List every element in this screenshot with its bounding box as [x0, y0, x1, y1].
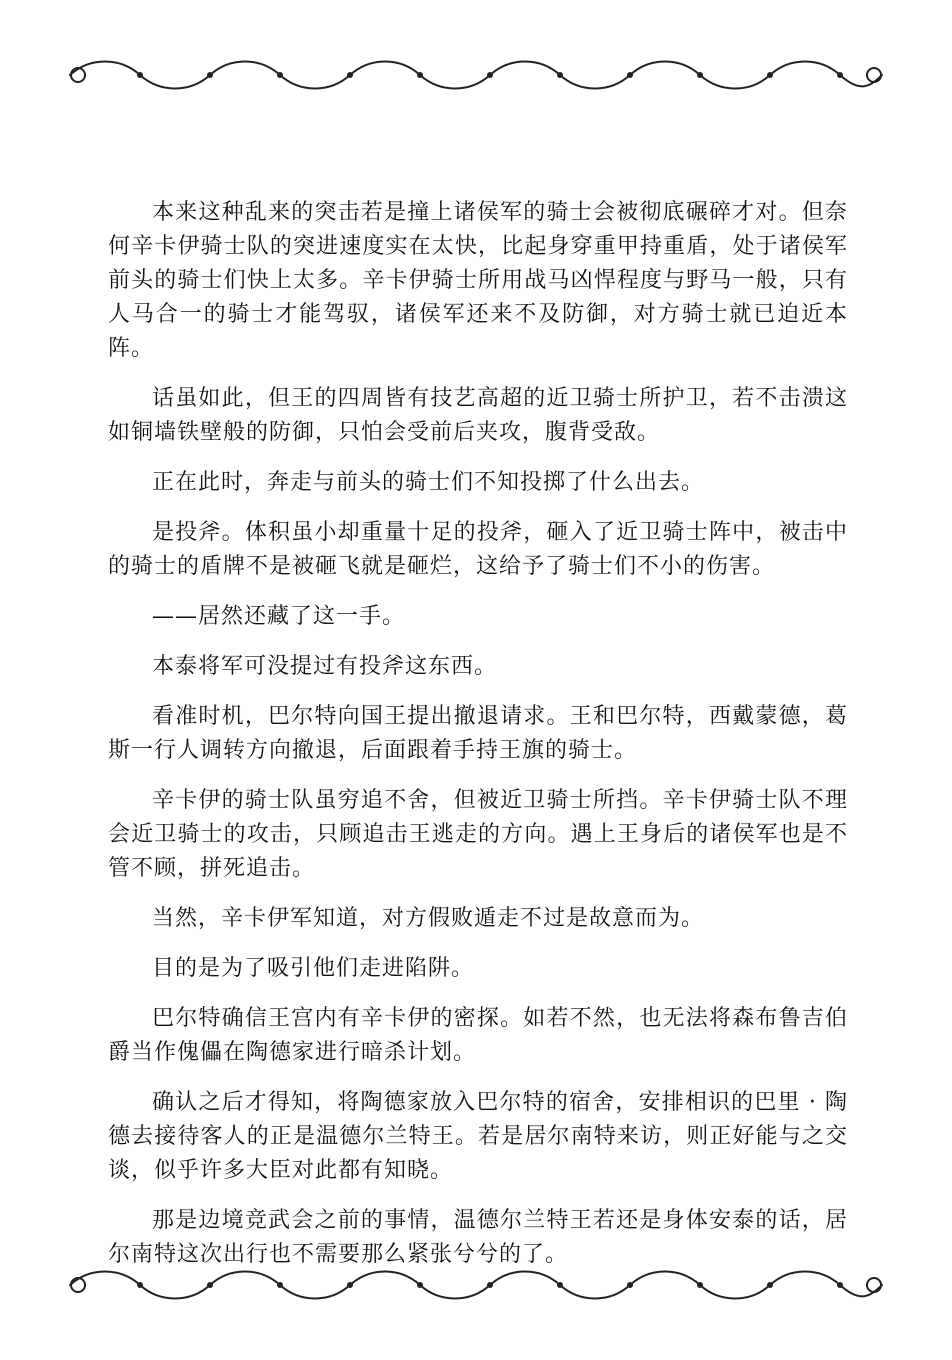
paragraph: ——居然还藏了这一手。	[152, 604, 406, 629]
paragraph: 看准时机，巴尔特向国王提出撤退请求。王和巴尔特，西戴蒙德，葛斯一行人调转方向撤退，后面跟着手持王旗的骑士。	[108, 704, 848, 763]
paragraph: 那是边境竞武会之前的事情，温德尔兰特王若还是身体安泰的话，居尔南特这次出行也不需要那么紧张兮兮的了。	[108, 1208, 848, 1267]
paragraph: 巴尔特确信王宫内有辛卡伊的密探。如若不然，也无法将森布鲁吉伯爵当作傀儡在陶德家进行暗杀计划。	[108, 1006, 848, 1065]
paragraph: 确认之后才得知，将陶德家放入巴尔特的宿舍，安排相识的巴里 · 陶德去接待客人的正是温德尔兰特王。若是居尔南特来访，则正好能与之交谈，似乎许多大臣对此都有知晓。	[108, 1090, 848, 1183]
paragraph: 是投斧。体积虽小却重量十足的投斧，砸入了近卫骑士阵中，被击中的骑士的盾牌不是被砸飞就是砸烂，这给予了骑士们不小的伤害。	[108, 520, 848, 579]
paragraph: 本来这种乱来的突击若是撞上诸侯军的骑士会被彻底碾碎才对。但奈何辛卡伊骑士队的突进速度实在太快，比起身穿重甲持重盾，处于诸侯军前头的骑士们快上太多。辛卡伊骑士所用战马凶悍程度与野马一般，只有人马合一的骑士才能驾驭，诸侯军还来不及防御，对方骑士就已迫近本阵。	[108, 200, 848, 361]
paragraph: 目的是为了吸引他们走进陷阱。	[152, 956, 475, 981]
paragraph: 当然，辛卡伊军知道，对方假败遁走不过是故意而为。	[152, 906, 705, 931]
top-ornament-border	[60, 52, 892, 98]
paragraph: 本泰将军可没提过有投斧这东西。	[152, 654, 498, 679]
paragraph: 正在此时，奔走与前头的骑士们不知投掷了什么出去。	[152, 470, 705, 495]
paragraph: 话虽如此，但王的四周皆有技艺高超的近卫骑士所护卫，若不击溃这如铜墙铁壁般的防御，只怕会受前后夹攻，腹背受敌。	[108, 386, 848, 445]
paragraph: 辛卡伊的骑士队虽穷追不舍，但被近卫骑士所挡。辛卡伊骑士队不理会近卫骑士的攻击，只顾追击王逃走的方向。遇上王身后的诸侯军也是不管不顾，拼死追击。	[108, 788, 848, 881]
bottom-ornament-border	[60, 1262, 892, 1308]
chapter-text	[108, 196, 848, 1288]
